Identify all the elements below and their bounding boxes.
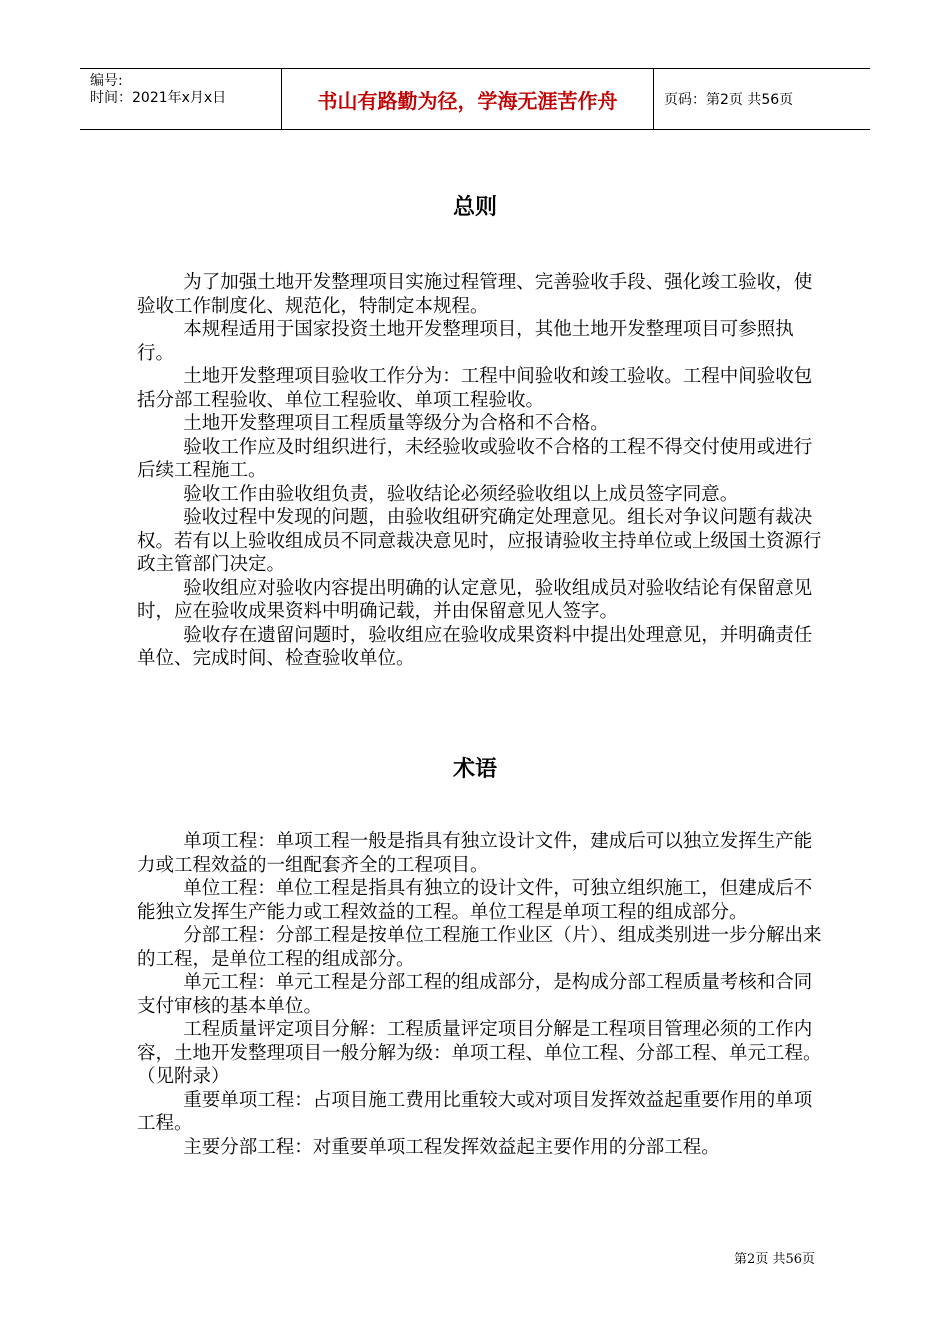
header-page-cell: [654, 69, 870, 129]
header-meta: [80, 69, 282, 129]
paragraph: 重要单项工程：占项目施工费用比重较大或对项目发挥效益起重要作用的单项工程。: [137, 1089, 813, 1134]
paragraph: 土地开发整理项目验收工作分为：工程中间验收和竣工验收。工程中间验收包括分部工程验收、单位工程验收、单项工程验收。: [137, 366, 813, 411]
paragraph: 本规程适用于国家投资土地开发整理项目，其他土地开发整理项目可参照执行。: [137, 319, 794, 364]
paragraph: 验收工作由验收组负责，验收结论必须经验收组以上成员签字同意。: [183, 483, 739, 505]
paragraph: 验收组应对验收内容提出明确的认定意见，验收组成员对验收结论有保留意见时，应在验收成果资料中明确记载，并由保留意见人签字。: [137, 577, 813, 622]
paragraph: 单项工程：单项工程一般是指具有独立设计文件，建成后可以独立发挥生产能力或工程效益的一组配套齐全的工程项目。: [137, 831, 813, 876]
paragraph: 验收过程中发现的问题，由验收组研究确定处理意见。组长对争议问题有裁决权。若有以上验收组成员不同意裁决意见时，应报请验收主持单位或上级国土资源行政主管部门决定。: [137, 507, 822, 575]
time-label: 时间：2021年x月x日: [90, 90, 227, 106]
paragraph: 单位工程：单位工程是指具有独立的设计文件，可独立组织施工，但建成后不能独立发挥生产能力或工程效益的工程。单位工程是单项工程的组成部分。: [137, 878, 813, 923]
paragraph: 工程质量评定项目分解：工程质量评定项目分解是工程项目管理必须的工作内容，土地开发整理项目一般分解为级：单项工程、单位工程、分部工程、单元工程。 （见附录）: [137, 1019, 822, 1087]
section-general-body: [137, 271, 827, 671]
motto-text: 书山有路勤为径，学海无涯苦作舟: [317, 88, 618, 113]
page-footer: 第2页 共56页: [734, 1252, 815, 1267]
paragraph: 分部工程：分部工程是按单位工程施工作业区（片）、组成类别进一步分解出来的工程，是单位工程的组成部分。: [137, 925, 822, 970]
paragraph: 土地开发整理项目工程质量等级分为合格和不合格。: [183, 413, 609, 434]
paragraph: 为了加强土地开发整理项目实施过程管理、完善验收手段、强化竣工验收，使验收工作制度化、规范化，特制定本规程。: [137, 272, 813, 317]
header-motto-cell: [282, 69, 654, 129]
header-page-info: 页码：第2页 共56页: [664, 92, 794, 108]
section-heading-general: 总则: [452, 195, 497, 220]
paragraph: 主要分部工程：对重要单项工程发挥效益起主要作用的分部工程。: [183, 1136, 720, 1158]
paragraph: 验收存在遗留问题时，验收组应在验收成果资料中提出处理意见，并明确责任单位、完成时间、检查验收单位。: [137, 624, 813, 669]
paragraph: 单元工程：单元工程是分部工程的组成部分，是构成分部工程质量考核和合同支付审核的基本单位。: [137, 972, 813, 1017]
paragraph: 验收工作应及时组织进行，未经验收或验收不合格的工程不得交付使用或进行后续工程施工。: [137, 436, 813, 481]
page-header: [80, 68, 870, 130]
section-heading-terms: 术语: [452, 757, 497, 782]
section-terms-body: [137, 830, 827, 1159]
number-label: 编号:: [90, 73, 123, 89]
